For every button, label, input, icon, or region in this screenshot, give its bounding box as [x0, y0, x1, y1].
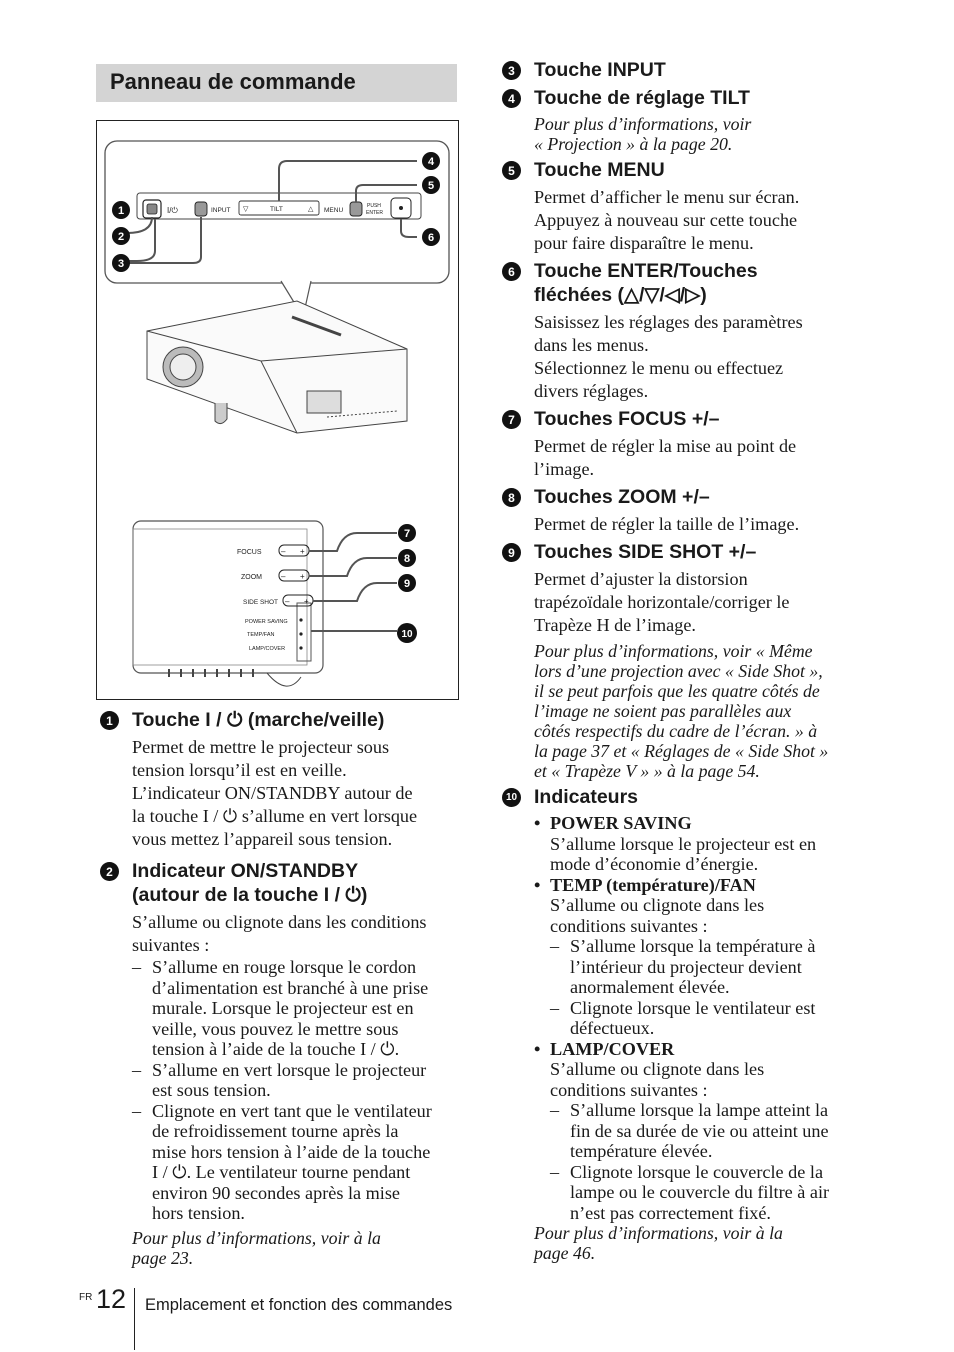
- svg-text:+: +: [304, 597, 309, 606]
- item-10-heading: 10 Indicateurs: [502, 785, 867, 809]
- item-7-body: Permet de régler la mise au point de l’image.: [534, 436, 797, 479]
- svg-text:5: 5: [427, 180, 435, 192]
- svg-text:▽: ▽: [243, 206, 249, 213]
- callout-8: [398, 549, 416, 567]
- svg-text:–: –: [281, 572, 286, 581]
- item-5-body: Permet d’afficher le menu sur écran. Appuyez à nouveau sur cette touche pour faire disparaître le menu.: [534, 187, 800, 253]
- item-4-heading: 4 Touche de réglage TILT: [502, 86, 867, 110]
- item-2-note: Pour plus d’informations, voir à la page 23.: [132, 1227, 381, 1268]
- svg-text:2: 2: [117, 231, 125, 243]
- svg-text:+: +: [300, 572, 305, 581]
- item-1-heading: 1 Touche I / ⏻ (marche/veille): [100, 708, 460, 732]
- left-column: [100, 708, 460, 1268]
- callout-4: [422, 152, 440, 170]
- item-8-heading: 8 Touches ZOOM +/–: [502, 485, 867, 509]
- item-4-note: Pour plus d’informations, voir « Projection » à la page 20.: [534, 114, 752, 154]
- footer-chapter-title: Emplacement et fonction des commandes: [145, 1296, 453, 1314]
- callout-6: [422, 228, 440, 246]
- indicator-temp-fan: • TEMP (température)/FAN S’allume ou clignote dans les conditions suivantes : – S’allume lorsque la température à l’intérieur du projecteur devient anormalement élevée. – Clignote lorsque le ventilateur est défectueux.: [534, 875, 867, 1039]
- right-column: [502, 58, 867, 1263]
- power-saving-label: POWER SAVING: [245, 619, 288, 625]
- svg-text:ENTER: ENTER: [366, 210, 383, 216]
- tilt-label: TILT: [270, 206, 283, 213]
- zoom-label: ZOOM: [241, 574, 262, 581]
- item-10-body: [502, 813, 867, 1263]
- item-9-note: Pour plus d’informations, voir « Même lors d’une projection avec « Side Shot », il se peut parfois que les quatre côtés de l’image ne soient pas parallèles aux côtés respectifs du cadre de l’écran. » à la page 37 et « Réglages de « Side Shot » et « Trapèze V » » à la page 54.: [534, 641, 829, 781]
- callout-1: [112, 201, 130, 219]
- item-9-heading: 9 Touches SIDE SHOT +/–: [502, 540, 867, 564]
- callout-10: [397, 623, 417, 643]
- menu-button-drawing: [350, 202, 362, 216]
- item-3-heading: 3 Touche INPUT: [502, 58, 867, 82]
- item-6-body: Saisissez les réglages des paramètres dans les menus. Sélectionnez le menu ou effectuez divers réglages.: [534, 312, 803, 401]
- svg-text:△: △: [308, 206, 314, 213]
- control-panel-illustration: [97, 121, 460, 701]
- item-2-body: S’allume ou clignote dans les conditions suivantes : – S’allume en rouge lorsque le cordon d’alimentation est branché à une prise murale. Lorsque le projecteur est en veille, vous pouvez le mettre sous tension à l’aide de la touche I / ⏻. – S’allume en vert lorsque le projecteur est sous tension. – Clignote en vert tant que le ventilateur de refroidissement tourne après la mise hors tension à l’aide de la touche I / ⏻. Le ventilateur tourne pendant environ 90 secondes après la mise hors tension. Pour plus d’informations, voir à la page 23.: [100, 911, 460, 1268]
- callout-7: [398, 524, 416, 542]
- section-title-bar: [96, 64, 457, 102]
- svg-text:6: 6: [427, 232, 435, 244]
- svg-text:PUSH: PUSH: [367, 203, 381, 209]
- item-9-body: Permet d’ajuster la distorsion trapézoïdale horizontale/corriger le Trapèze H de l’image. Pour plus d’informations, voir « Même lors d’une projection avec « Side Shot », il se peut parfois que les quatre côtés de l’image ne soient pas parallèles aux côtés respectifs du cadre de l’écran. » à la page 37 et « Réglages de « Side Shot » et « Trapèze V » » à la page 54.: [502, 568, 867, 781]
- item-8-body: Permet de régler la taille de l’image.: [534, 514, 800, 534]
- temp-fan-label: TEMP/FAN: [247, 632, 275, 638]
- projector-drawing: [147, 301, 407, 433]
- item-2-number: 2: [100, 862, 119, 881]
- input-label: INPUT: [211, 207, 231, 214]
- svg-text:8: 8: [403, 553, 411, 565]
- footer-divider: [134, 1288, 135, 1350]
- svg-text:9: 9: [403, 578, 411, 590]
- callout-2: [112, 227, 130, 245]
- callout-3: [112, 254, 130, 272]
- item-1-body: Permet de mettre le projecteur sous tension lorsqu’il est en veille. L’indicateur ON/STANDBY autour de la touche I / ⏻ s’allume en vert lorsque vous mettez l’appareil sous tension.: [132, 737, 418, 849]
- item-7-heading: 7 Touches FOCUS +/–: [502, 407, 867, 431]
- svg-text:+: +: [300, 547, 305, 556]
- page-number: 12: [96, 1284, 127, 1314]
- callout-5: [422, 176, 440, 194]
- indicator-lamp-cover: • LAMP/COVER S’allume ou clignote dans les conditions suivantes : – S’allume lorsque la lampe atteint la fin de sa durée de vie ou atteint une température élevée. – Clignote lorsque le couvercle de la lampe ou le couvercle du filtre à air n’est pas correctement fixé.: [534, 1039, 867, 1224]
- control-panel-figure: [96, 120, 459, 700]
- item-2-condition-3: – Clignote en vert tant que le ventilateur de refroidissement tourne après la mise hors tension à l’aide de la touche I / ⏻. Le ventilateur tourne pendant environ 90 secondes après la mise hors tension.: [132, 1101, 460, 1224]
- svg-text:–: –: [285, 597, 290, 606]
- svg-text:3: 3: [117, 258, 125, 270]
- power-symbol-label: I/⏻: [167, 206, 178, 215]
- svg-text:1: 1: [117, 205, 125, 217]
- item-2-condition-1: – S’allume en rouge lorsque le cordon d’alimentation est branché à une prise murale. Lorsque le projecteur est en veille, vous pouvez le mettre sous tension à l’aide de la touche I / ⏻.: [132, 957, 460, 1060]
- svg-text:4: 4: [427, 156, 435, 168]
- item-1-number: 1: [100, 711, 119, 730]
- item-5-heading: 5 Touche MENU: [502, 158, 867, 182]
- lamp-cover-label: LAMP/COVER: [249, 646, 286, 652]
- input-button-drawing: [195, 202, 207, 216]
- callout-9: [398, 574, 416, 592]
- item-10-note: Pour plus d’informations, voir à la page 46.: [534, 1223, 783, 1263]
- section-title: Panneau de commande: [110, 69, 356, 94]
- svg-text:–: –: [281, 547, 286, 556]
- item-2-condition-2: – S’allume en vert lorsque le projecteur est sous tension.: [132, 1060, 460, 1101]
- svg-text:10: 10: [401, 629, 413, 640]
- svg-text:7: 7: [403, 528, 411, 540]
- footer-language: FR: [79, 1292, 93, 1303]
- item-6-heading: 6 Touche ENTER/Touches fléchées (△/▽/◁/▷): [502, 259, 867, 307]
- focus-label: FOCUS: [237, 549, 262, 556]
- menu-label: MENU: [324, 207, 344, 214]
- indicator-power-saving: • POWER SAVING S’allume lorsque le projecteur est en mode d’économie d’énergie.: [534, 813, 867, 875]
- item-2-heading: 2 Indicateur ON/STANDBY (autour de la touche I / ⏻): [100, 859, 460, 907]
- side-shot-label: SIDE SHOT: [243, 599, 279, 606]
